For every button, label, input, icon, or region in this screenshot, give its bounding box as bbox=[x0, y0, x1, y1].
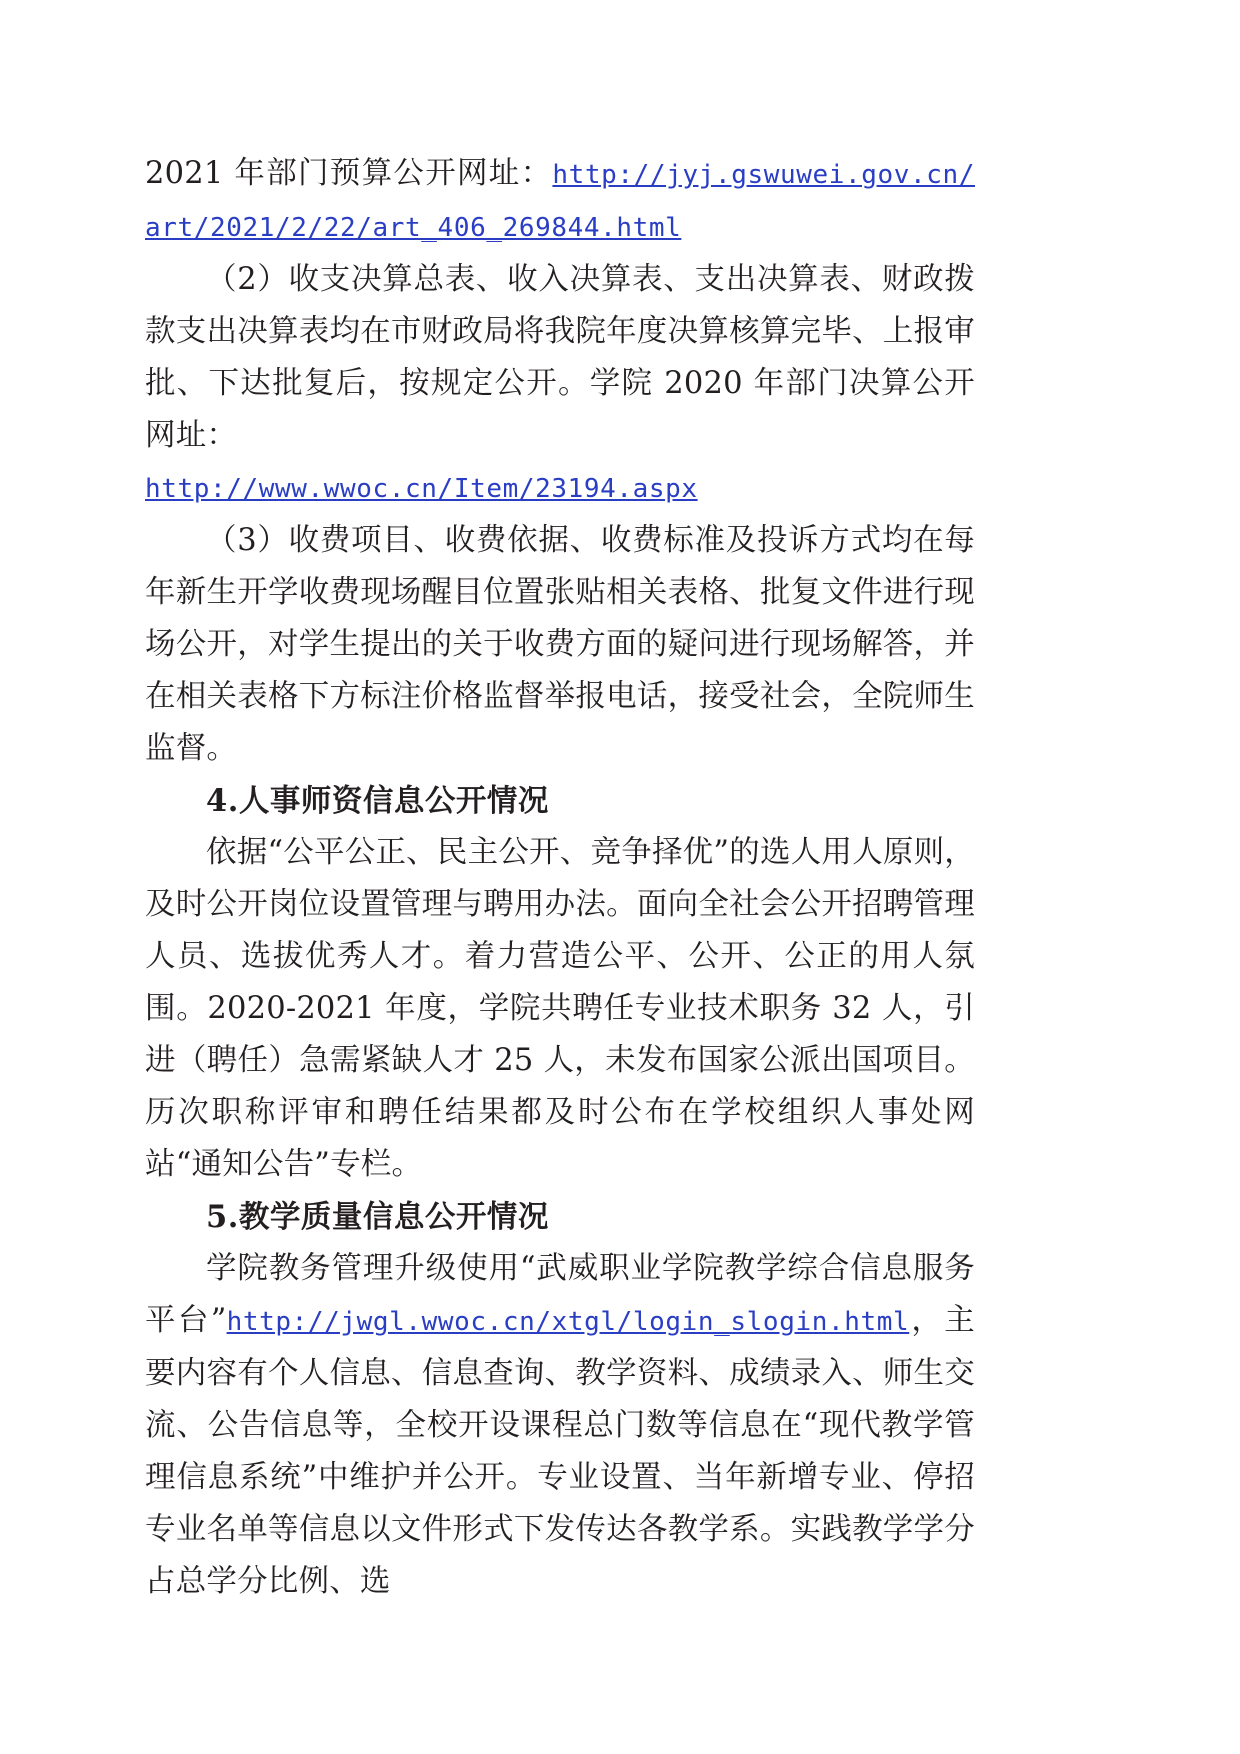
paragraph-text: （2）收支决算总表、收入决算表、支出决算表、财政拨款支出决算表均在市财政局将我院年度决算核算完毕、上报审批、下达批复后，按规定公开。学院 2020 年部门决算公开网址： bbox=[145, 262, 975, 453]
final-account-disclosure-link[interactable]: http://www.wwoc.cn/Item/23194.aspx bbox=[145, 474, 698, 504]
paragraph-item-2-link-line bbox=[145, 462, 975, 515]
paragraph-text: （3）收费项目、收费依据、收费标准及投诉方式均在每年新生开学收费现场醒目位置张贴相关表格、批复文件进行现场公开，对学生提出的关于收费方面的疑问进行现场解答，并在相关表格下方标注价格监督举报电话，接受社会，全院师生监督。 bbox=[145, 523, 975, 766]
heading-teaching-quality bbox=[145, 1191, 975, 1243]
budget-disclosure-link[interactable]: http://jyj.gswuwei.gov.cn/art/2021/2/22/art_406_269844.html bbox=[145, 160, 975, 243]
document-body bbox=[145, 148, 975, 1608]
heading-text: 5.教学质量信息公开情况 bbox=[206, 1199, 549, 1235]
paragraph-text-rest: ，主要内容有个人信息、信息查询、教学资料、成绩录入、师生交流、公告信息等，全校开设课程总门数等信息在“现代教学管理信息系统”中维护并公开。专业设置、当年新增专业、停招专业名单等信息以文件形式下发传达各教学系。实践教学学分占总学分比例、选 bbox=[145, 1303, 975, 1599]
paragraph-text: 依据“公平公正、民主公开、竞争择优”的选人用人原则，及时公开岗位设置管理与聘用办法。面向全社会公开招聘管理人员、选拔优秀人才。着力营造公平、公开、公正的用人氛围。2020-2021 年度，学院共聘任专业技术职务 32 人，引进（聘任）急需紧缺人才 25 人，未发布国家公派出国项目。历次职称评审和聘任结果都及时公布在学校组织人事处网站“通知公告”专栏。 bbox=[145, 835, 975, 1182]
heading-text: 4.人事师资信息公开情况 bbox=[206, 783, 549, 819]
paragraph-text: 2021 年部门预算公开网址： bbox=[145, 156, 553, 191]
teaching-platform-link[interactable]: http://jwgl.wwoc.cn/xtgl/login_slogin.html bbox=[226, 1307, 910, 1337]
paragraph-budget-url bbox=[145, 148, 975, 254]
paragraph-text-lead: 学院教务管理升级使用“武威职业学院教学综合信息服务平台” bbox=[145, 1251, 975, 1338]
paragraph-teaching-quality bbox=[145, 1243, 975, 1608]
paragraph-item-3 bbox=[145, 515, 975, 775]
paragraph-personnel-faculty bbox=[145, 827, 975, 1191]
paragraph-item-2 bbox=[145, 254, 975, 462]
heading-personnel-faculty bbox=[145, 775, 975, 827]
